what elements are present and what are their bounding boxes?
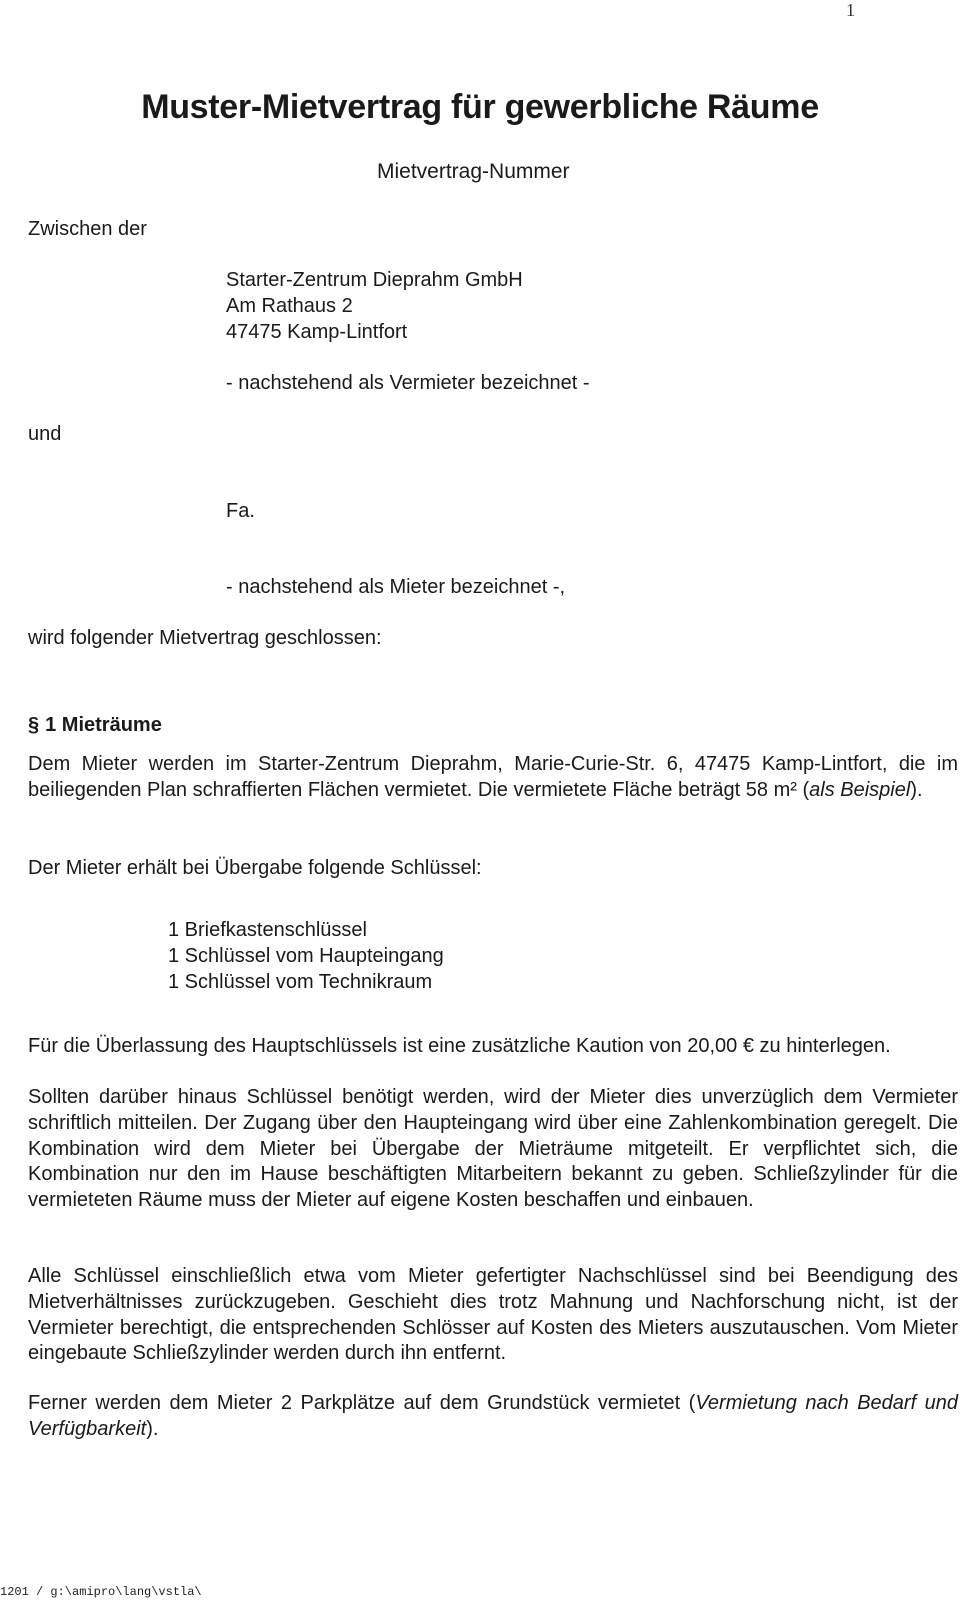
document-title: Muster-Mietvertrag für gewerbliche Räume <box>141 88 819 126</box>
list-item: 1 Schlüssel vom Haupteingang <box>168 945 444 967</box>
tenant-role-note: - nachstehend als Mieter bezeichnet -, <box>226 576 566 598</box>
landlord-role-note: - nachstehend als Vermieter bezeichnet - <box>226 372 590 394</box>
contract-concluded: wird folgender Mietvertrag geschlossen: <box>28 627 382 649</box>
contract-number-label: Mietvertrag-Nummer <box>377 160 570 183</box>
section-1-heading <box>28 714 162 737</box>
section-1-premises-paragraph: Dem Mieter werden im Starter-Zentrum Dieprahm, Marie-Curie-Str. 6, 47475 Kamp-Lintfort, die im beiliegenden Plan schraffierten Flächen vermietet. Die vermietete Fläche beträgt 58 m² (als Beispiel). <box>28 753 958 801</box>
landlord-name: Starter-Zentrum Dieprahm GmbH <box>226 269 523 291</box>
section-1-title: 1 Mieträume <box>45 714 162 736</box>
and-label: und <box>28 423 62 445</box>
key-return-paragraph: Alle Schlüssel einschließlich etwa vom Mieter gefertigter Nachschlüssel sind bei Beendigung des Mietverhältnisses zurückzugeben. Geschieht dies trotz Mahnung und Nachforschung nicht, ist der Vermieter berechtigt, die entsprechenden Schlösser auf Kosten des Mieters auszutauschen. Vom Mieter eingebaute Schließzylinder werden durch ihn entfernt. <box>28 1265 958 1365</box>
footer-file-path: 1201 / g:\amipro\lang\vstla\ <box>0 1585 202 1599</box>
keys-intro: Der Mieter erhält bei Übergabe folgende Schlüssel: <box>28 857 482 879</box>
deposit-paragraph: Für die Überlassung des Hauptschlüssels ist eine zusätzliche Kaution von 20,00 € zu hinterlegen. <box>28 1035 891 1057</box>
parking-paragraph: Ferner werden dem Mieter 2 Parkplätze auf dem Grundstück vermietet (Vermietung nach Bedarf und Verfügbarkeit). <box>28 1392 958 1440</box>
keys-list <box>168 917 444 995</box>
list-item: 1 Schlüssel vom Technikraum <box>168 971 433 993</box>
tenant-name: Fa. <box>226 500 255 522</box>
paragraph-symbol: § <box>28 714 40 736</box>
between-label: Zwischen der <box>28 218 147 240</box>
list-item: 1 Briefkastenschlüssel <box>168 919 367 941</box>
landlord-street: Am Rathaus 2 <box>226 295 353 317</box>
page-number: 1 <box>846 0 855 20</box>
landlord-city: 47475 Kamp-Lintfort <box>226 321 408 343</box>
additional-keys-paragraph: Sollten darüber hinaus Schlüssel benötigt werden, wird der Mieter dies unverzüglich dem Vermieter schriftlich mitteilen. Der Zugang über den Haupteingang wird über eine Zahlenkombination geregelt. Die Kombination wird dem Mieter bei Übergabe der Mieträume mitgeteilt. Er verpflichtet sich, die Kombination nur den im Hause beschäftigten Mitarbeitern bekannt zu geben. Schließzylinder für die vermieteten Räume muss der Mieter auf eigene Kosten beschaffen und einbauen. <box>28 1086 958 1212</box>
